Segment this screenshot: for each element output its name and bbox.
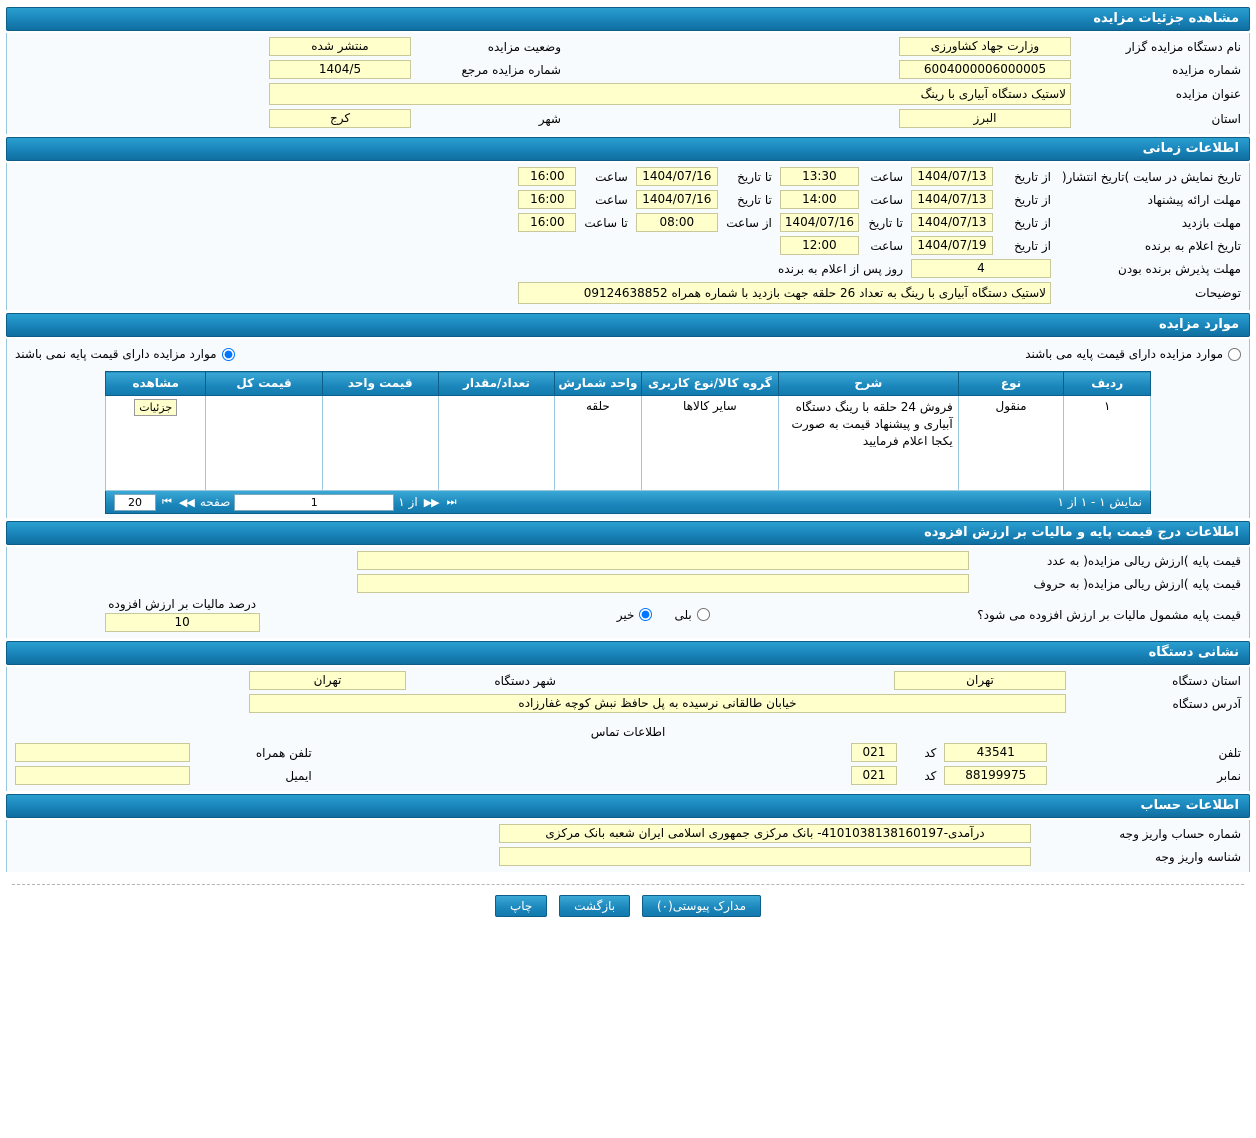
field-offer-from[interactable]: 1404/07/13 xyxy=(911,190,993,209)
cell-unit-price xyxy=(322,396,438,491)
price-form xyxy=(11,549,1245,634)
field-offer-from-time[interactable]: 14:00 xyxy=(780,190,859,209)
field-status[interactable]: منتشر شده xyxy=(269,37,411,56)
field-email[interactable] xyxy=(15,766,190,785)
field-publish-to[interactable]: 1404/07/16 xyxy=(636,167,718,186)
label-dev-address: آدرس دستگاه xyxy=(1172,696,1241,711)
field-publish-to-time[interactable]: 16:00 xyxy=(518,167,576,186)
pager-last-icon[interactable]: ⏭ xyxy=(446,495,456,508)
field-publish-from[interactable]: 1404/07/13 xyxy=(911,167,993,186)
print-button[interactable]: چاپ xyxy=(495,895,547,917)
label-account-number: شماره حساب واریز وجه xyxy=(1119,826,1241,841)
label-publish: تاریخ نمایش در سایت )تاریخ انتشار( xyxy=(1061,169,1241,184)
radio-vat-no[interactable] xyxy=(617,608,653,622)
col-qty: تعداد/مقدار xyxy=(438,372,554,396)
field-province[interactable]: البرز xyxy=(899,109,1071,128)
field-ref-number[interactable]: 1404/5 xyxy=(269,60,411,79)
label-account-id: شناسه واریز وجه xyxy=(1155,849,1241,864)
account-form xyxy=(11,822,1245,868)
field-account-id[interactable] xyxy=(499,847,1031,866)
col-total-price: قیمت کل xyxy=(206,372,322,396)
label-email: ایمیل xyxy=(285,768,312,783)
cell-row: ۱ xyxy=(1064,396,1151,491)
items-header-row xyxy=(106,372,1151,396)
radio-vat-yes[interactable] xyxy=(674,608,709,622)
pager-page-label: صفحه xyxy=(199,495,231,509)
field-dev-address[interactable]: خیابان طالقانی نرسیده به پل حافظ نبش کوچه غفارزاده xyxy=(249,694,1066,713)
radio-without-base-label: موارد مزایده دارای قیمت پایه نمی باشند xyxy=(15,347,217,361)
label-publish-from-time: ساعت xyxy=(870,169,903,184)
label-province: استان xyxy=(1211,111,1241,126)
table-row[interactable] xyxy=(106,396,1151,491)
items-panel xyxy=(6,339,1250,518)
field-desc[interactable]: لاستیک دستگاه آبیاری با رینگ به تعداد 26 حلقه جهت بازدید با شماره همراه 09124638852 xyxy=(518,282,1051,304)
section-header-details: مشاهده جزئیات مزایده xyxy=(6,7,1250,31)
label-vat-question: قیمت پایه مشمول مالیات بر ارزش افزوده می شود؟ xyxy=(977,607,1241,622)
col-desc: شرح xyxy=(779,372,959,396)
items-table xyxy=(105,371,1151,491)
radio-input-vat-yes[interactable] xyxy=(697,608,710,621)
cell-group: سایر کالاها xyxy=(641,396,778,491)
label-accept-unit: روز پس از اعلام به برنده xyxy=(778,261,903,276)
time-form xyxy=(11,165,1245,306)
label-dev-city: شهر دستگاه xyxy=(494,673,556,688)
label-status: وضعیت مزایده xyxy=(487,39,561,54)
label-offer-to-time: ساعت xyxy=(595,192,628,207)
cell-type: منقول xyxy=(958,396,1064,491)
section-header-items: موارد مزایده xyxy=(6,313,1250,337)
col-unit: واحد شمارش xyxy=(555,372,642,396)
field-vat-percent[interactable]: 10 xyxy=(105,613,260,632)
field-visit-from-time[interactable]: 08:00 xyxy=(636,213,718,232)
label-phone: تلفن xyxy=(1218,745,1241,760)
label-visit-to-time: تا ساعت xyxy=(584,215,628,230)
label-visit-to: تا تاریخ xyxy=(868,215,903,230)
field-fax[interactable]: 88199975 xyxy=(944,766,1047,785)
section-header-address: نشانی دستگاه xyxy=(6,641,1250,665)
field-account-number[interactable]: درآمدی-4101038138160197- بانک مرکزی جمهوری اسلامی ایران شعبه بانک مرکزی xyxy=(499,824,1031,843)
field-phone-code[interactable]: 021 xyxy=(851,743,896,762)
radio-with-base-price[interactable] xyxy=(1025,347,1241,361)
pager-page-input[interactable]: 1 xyxy=(234,494,394,511)
pager-of-label: از ۱ xyxy=(398,495,418,509)
details-panel xyxy=(6,33,1250,134)
label-accept: مهلت پذیرش برنده بودن xyxy=(1118,261,1241,276)
bottom-button-bar xyxy=(12,884,1244,927)
label-fax-code: کد xyxy=(924,768,937,783)
field-accept-days[interactable]: 4 xyxy=(911,259,1051,278)
price-panel xyxy=(6,547,1250,638)
label-offer-from-time: ساعت xyxy=(870,192,903,207)
field-fax-code[interactable]: 021 xyxy=(851,766,896,785)
field-city[interactable]: کرج xyxy=(269,109,411,128)
field-dev-city[interactable]: تهران xyxy=(249,671,406,690)
label-mobile: تلفن همراه xyxy=(255,745,312,760)
radio-with-base-label: موارد مزایده دارای قیمت پایه می باشند xyxy=(1025,347,1223,361)
label-offer-to: تا تاریخ xyxy=(737,192,772,207)
label-vat-percent: درصد مالیات بر ارزش افزوده xyxy=(108,597,257,611)
pager-summary-group xyxy=(1058,495,1142,509)
label-phone-code: کد xyxy=(924,745,937,760)
col-group: گروه کالا/نوع کاربری xyxy=(641,372,778,396)
field-offer-to[interactable]: 1404/07/16 xyxy=(636,190,718,209)
label-visit: مهلت بازدید xyxy=(1181,215,1241,230)
label-city: شهر xyxy=(538,111,561,126)
label-winner-date: از تاریخ xyxy=(1014,238,1051,253)
cell-view[interactable] xyxy=(106,396,206,491)
field-org[interactable]: وزارت جهاد کشاورزی xyxy=(899,37,1071,56)
pager-page-size[interactable]: 20 xyxy=(114,494,156,511)
pager-controls xyxy=(114,494,458,511)
account-panel xyxy=(6,820,1250,872)
label-visit-from: از تاریخ xyxy=(1014,215,1051,230)
time-panel xyxy=(6,163,1250,310)
radio-input-with-base[interactable] xyxy=(1228,348,1241,361)
field-visit-to-time[interactable]: 16:00 xyxy=(518,213,576,232)
label-desc: توضیحات xyxy=(1194,286,1241,300)
field-number[interactable]: 6004000006000005 xyxy=(899,60,1071,79)
label-winner: تاریخ اعلام به برنده xyxy=(1144,238,1241,253)
field-offer-to-time[interactable]: 16:00 xyxy=(518,190,576,209)
pager-first-icon[interactable]: ⏮ xyxy=(162,495,171,508)
address-panel xyxy=(6,667,1250,791)
details-button[interactable]: جزئیات xyxy=(134,399,177,416)
radio-without-base-price[interactable] xyxy=(15,347,235,361)
contact-info-title: اطلاعات تماس xyxy=(590,725,666,739)
pager-prev-icon[interactable]: ◀◀ xyxy=(178,495,194,509)
field-visit-to[interactable]: 1404/07/16 xyxy=(780,213,859,232)
col-unit-price: قیمت واحد xyxy=(322,372,438,396)
radio-input-without-base[interactable] xyxy=(222,348,235,361)
label-publish-to: تا تاریخ xyxy=(737,169,772,184)
pager-next-icon[interactable]: ▶▶ xyxy=(423,495,439,509)
col-type: نوع xyxy=(958,372,1064,396)
section-header-price: اطلاعات درج قیمت پایه و مالیات بر ارزش افزوده xyxy=(6,521,1250,545)
field-phone[interactable]: 43541 xyxy=(944,743,1047,762)
label-fax: نمابر xyxy=(1217,768,1241,783)
label-offer-from: از تاریخ xyxy=(1014,192,1051,207)
field-base-number[interactable] xyxy=(357,551,969,570)
pager-summary: نمایش ۱ - ۱ از ۱ xyxy=(1057,495,1142,509)
field-title[interactable]: لاستیک دستگاه آبیاری با رینگ xyxy=(269,83,1071,105)
label-base-number: قیمت پایه )ارزش ریالی مزایده( به عدد xyxy=(1046,553,1241,568)
field-publish-from-time[interactable]: 13:30 xyxy=(780,167,859,186)
col-row: ردیف xyxy=(1064,372,1151,396)
field-winner-date[interactable]: 1404/07/19 xyxy=(911,236,993,255)
label-org: نام دستگاه مزایده گزار xyxy=(1125,39,1241,54)
radio-vat-no-label: خیر xyxy=(616,607,635,622)
col-view: مشاهده xyxy=(106,372,206,396)
label-dev-province: استان دستگاه xyxy=(1172,673,1241,688)
attachments-button[interactable]: مدارک پیوستی(۰) xyxy=(642,895,761,917)
items-table-wrap xyxy=(11,365,1245,514)
address-form xyxy=(11,669,1245,715)
field-mobile[interactable] xyxy=(15,743,190,762)
contact-form xyxy=(11,741,1245,787)
label-ref-number: شماره مزایده مرجع xyxy=(461,62,561,77)
field-winner-time[interactable]: 12:00 xyxy=(780,236,859,255)
section-header-time: اطلاعات زمانی xyxy=(6,137,1250,161)
label-number: شماره مزایده xyxy=(1172,62,1241,77)
label-visit-from-time: از ساعت xyxy=(726,215,772,230)
radio-vat-yes-label: بلی xyxy=(674,607,692,622)
label-offer: مهلت ارائه پیشنهاد xyxy=(1147,192,1241,207)
base-price-radio-group xyxy=(11,341,1245,365)
details-form xyxy=(11,35,1245,130)
section-header-account: اطلاعات حساب xyxy=(6,794,1250,818)
cell-desc: فروش 24 حلقه با رینگ دستگاه آبیاری و پیشنهاد قیمت به صورت یکجا اعلام فرمایید xyxy=(779,396,959,491)
items-pager xyxy=(105,491,1151,514)
field-dev-province[interactable]: تهران xyxy=(894,671,1066,690)
cell-qty xyxy=(438,396,554,491)
back-button[interactable]: بازگشت xyxy=(559,895,630,917)
field-visit-from[interactable]: 1404/07/13 xyxy=(911,213,993,232)
label-title: عنوان مزایده xyxy=(1175,87,1241,101)
field-base-letters[interactable] xyxy=(357,574,969,593)
label-publish-from: از تاریخ xyxy=(1014,169,1051,184)
label-winner-time: ساعت xyxy=(870,238,903,253)
radio-input-vat-no[interactable] xyxy=(639,608,652,621)
cell-total-price xyxy=(206,396,322,491)
label-base-letters: قیمت پایه )ارزش ریالی مزایده( به حروف xyxy=(1033,576,1241,591)
cell-unit: حلقه xyxy=(555,396,642,491)
label-publish-to-time: ساعت xyxy=(595,169,628,184)
